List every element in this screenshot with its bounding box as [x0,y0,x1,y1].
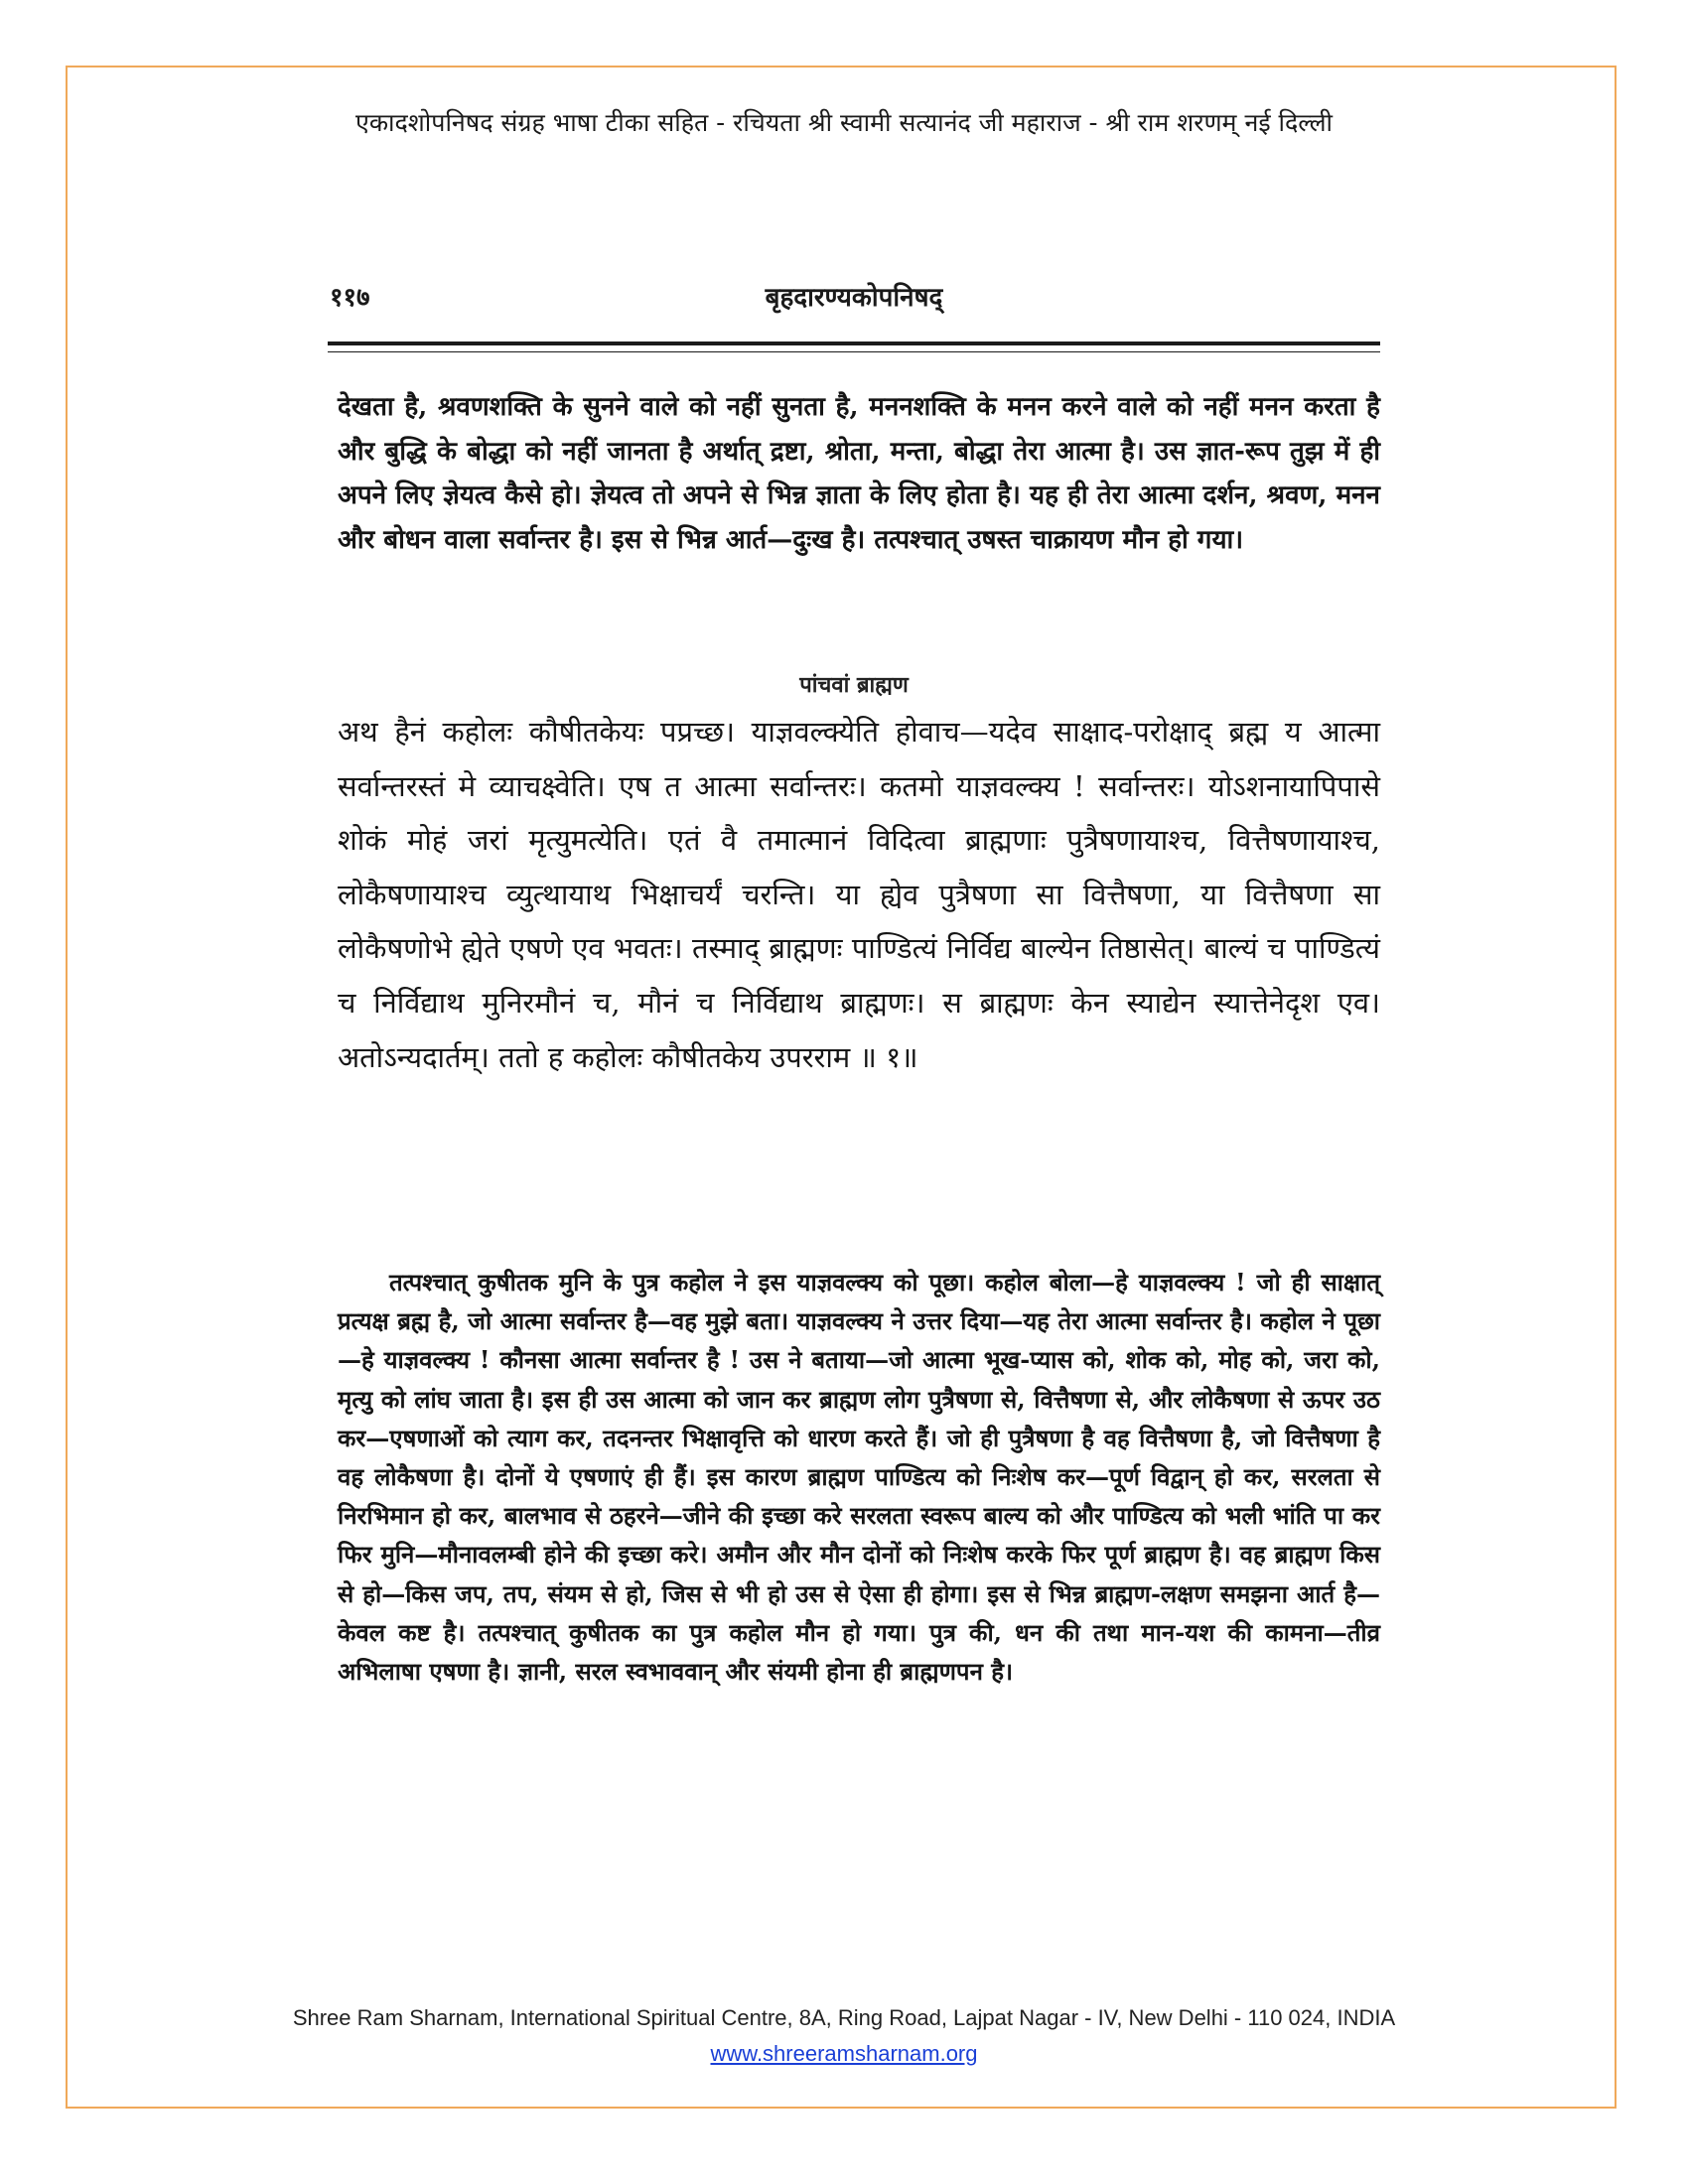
running-header [328,278,1380,318]
commentary-paragraph-2: तत्पश्चात् कुषीतक मुनि के पुत्र कहोल ने इस याज्ञवल्क्य को पूछा। कहोल बोला—हे याज्ञवल्क्य ! जो ही साक्षात् प्रत्यक्ष ब्रह्म है, जो आत्मा सर्वान्तर है—वह मुझे बता। याज्ञवल्क्य ने उत्तर दिया—यह तेरा आत्मा सर्वान्तर है। कहोल ने पूछा—हे याज्ञवल्क्य ! कौनसा आत्मा सर्वान्तर है ! उस ने बताया—जो आत्मा भूख-प्यास को, शोक को, मोह को, जरा को, मृत्यु को लांघ जाता है। इस ही उस आत्मा को जान कर ब्राह्मण लोग पुत्रैषणा से, वित्तैषणा से, और लोकैषणा से ऊपर उठ कर—एषणाओं को त्याग कर, तदनन्तर भिक्षावृत्ति को धारण करते हैं। जो ही पुत्रैषणा है वह वित्तैषणा है, जो वित्तैषणा है वह लोकैषणा है। दोनों ये एषणाएं ही हैं। इस कारण ब्राह्मण पाण्डित्य को निःशेष कर—पूर्ण विद्वान् हो कर, सरलता से निरभिमान हो कर, बालभाव से ठहरने—जीने की इच्छा करे सरलता स्वरूप बाल्य को और पाण्डित्य को भली भांति पा कर फिर मुनि—मौनावलम्बी होने की इच्छा करे। अमौन और मौन दोनों को निःशेष करके फिर पूर्ण ब्राह्मण है। वह ब्राह्मण किस से हो—किस जप, तप, संयम से हो, जिस से भी हो उस से ऐसा ही होगा। इस से भिन्न ब्राह्मण-लक्षण समझना आर्त है—केवल कष्ट है। तत्पश्चात् कुषीतक का पुत्र कहोल मौन हो गया। पुत्र की, धन की तथा मान-यश की कामना—तीव्र अभिलाषा एषणा है। ज्ञानी, सरल स्वभाववान् और संयमी होना ही ब्राह्मणपन है। [338,1268,1380,1687]
document-header: एकादशोपनिषद संग्रह भाषा टीका सहित - रचियता श्री स्वामी सत्यानंद जी महाराज - श्री राम शरणम् नई दिल्ली [355,108,1333,137]
book-title: बृहदारण्यकोपनिषद् [765,283,943,313]
commentary-paragraph-1: देखता है, श्रवणशक्ति के सुनने वाले को नहीं सुनता है, मननशक्ति के मनन करने वाले को नहीं मनन करता है और बुद्धि के बोद्धा को नहीं जानता है अर्थात् द्रष्टा, श्रोता, मन्ता, बोद्धा तेरा आत्मा है। उस ज्ञात-रूप तुझ में ही अपने लिए ज्ञेयत्व कैसे हो। ज्ञेयत्व तो अपने से भिन्न ज्ञाता के लिए होता है। यह ही तेरा आत्मा दर्शन, श्रवण, मनन और बोधन वाला सर्वान्तर है। इस से भिन्न आर्त—दुःख है। तत्पश्चात् उषस्त चाक्रायण मौन हो गया। [338,392,1380,555]
footer-address: Shree Ram Sharnam, International Spiritual Centre, 8A, Ring Road, Lajpat Nagar - IV, New Delhi - 110 024, INDIA [292,2005,1396,2030]
header-rule-thick [328,341,1380,345]
header-rule-thin [328,351,1380,352]
sanskrit-verse: अथ हैनं कहोलः कौषीतकेयः पप्रच्छ। याज्ञवल्क्येति होवाच—यदेव साक्षाद-परोक्षाद् ब्रह्म य आत्मा सर्वान्तरस्तं मे व्याचक्ष्वेति। एष त आत्मा सर्वान्तरः। कतमो याज्ञवल्क्य ! सर्वान्तरः। योऽशनायापिपासे शोकं मोहं जरां मृत्युमत्येति। एतं वै तमात्मानं विदित्वा ब्राह्मणाः पुत्रैषणायाश्च, वित्तैषणायाश्च, लोकैषणायाश्च व्युत्थायाथ भिक्षाचर्यं चरन्ति। या ह्येव पुत्रैषणा सा वित्तैषणा, या वित्तैषणा सा लोकैषणोभे ह्येते एषणे एव भवतः। तस्माद् ब्राह्मणः पाण्डित्यं निर्विद्य बाल्येन तिष्ठासेत्। बाल्यं च पाण्डित्यं च निर्विद्याथ मुनिरमौनं च, मौनं च निर्विद्याथ ब्राह्मणः। स ब्राह्मणः केन स्याद्येन स्यात्तेनेदृश एव। अतोऽन्यदार्तम्। ततो ह कहोलः कौषीतकेय उपरराम ॥ १॥ [338,715,1380,1074]
section-heading: पांचवां ब्राह्मण [799,672,909,698]
website-link[interactable]: www.shreeramsharnam.org [710,2041,978,2066]
page-number: ११७ [330,283,370,313]
scanned-page [328,268,1380,1956]
